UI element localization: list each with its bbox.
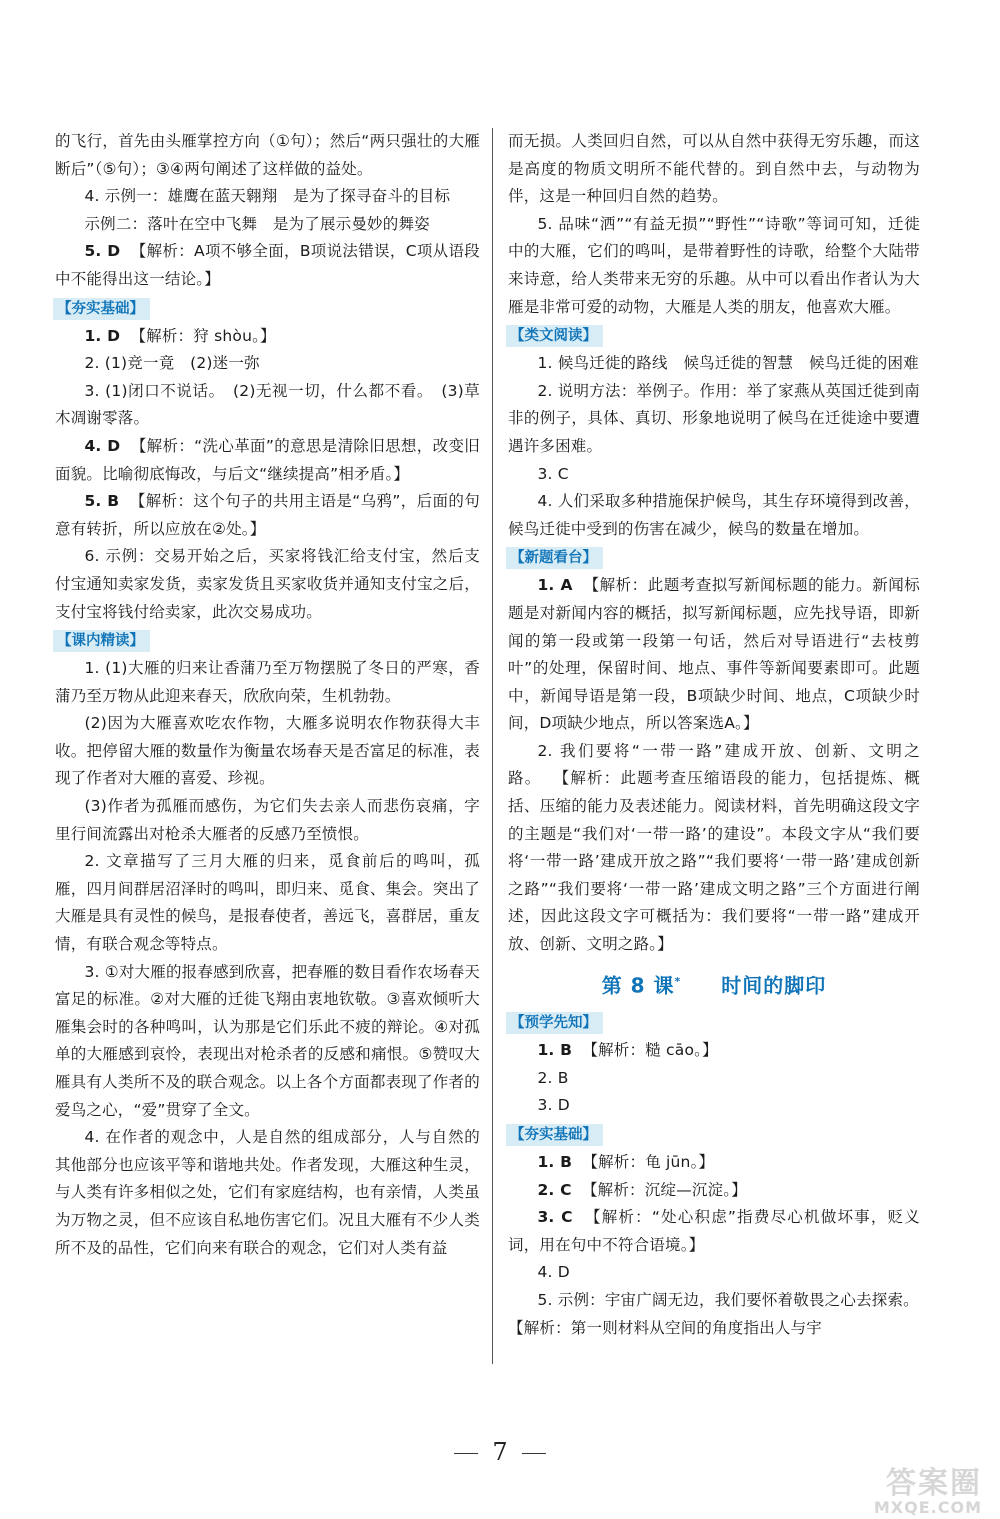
answer-key: 1. A [537, 576, 573, 595]
section-label: 【预学先知】 [506, 1012, 603, 1034]
section-label: 【新题看台】 [506, 547, 603, 569]
answer-key: 1. D [84, 326, 121, 345]
page-number-value: 7 [492, 1438, 508, 1466]
answer-1-3: (3)作者为孤雁而感伤，为它们失去亲人而悲伤哀痛，字里行间流露出对枪杀大雁者的反感乃至愤恨。 [55, 797, 480, 843]
paragraph: 的飞行，首先由头雁掌控方向（①句）；然后“两只强壮的大雁断后”（⑤句）；③④两句阐述了这样做的益处。 [55, 132, 480, 178]
answer-4: 4. 人们采取多种措施保护候鸟，其生存环境得到改善，候鸟迁徙中受到的伤害在减少，候鸟的数量在增加。 [508, 492, 920, 538]
answer-3: 3. ①对大雁的报春感到欣喜，把春雁的数目看作农场春天富足的标准。②对大雁的迁徙飞翔由衷地钦敬。③喜欢倾听大雁集会时的各种鸣叫，认为那是它们乐此不疲的辩论。④对孤单的大雁感到哀怜，表现出对枪杀者的反感和痛恨。⑤赞叹大雁具有人类所不及的联合观念。以上各个方面都表现了作者的爱鸟之心，“爱”贯穿了全文。 [55, 962, 480, 1119]
answer-2: 2. 说明方法：举例子。作用：举了家燕从英国迁徙到南非的例子，具体、真切、形象地说明了候鸟在迁徙途中要遭遇许多困难。 [508, 381, 920, 455]
section-header [55, 294, 480, 323]
explanation: 【解析：“洗心革面”的意思是清除旧思想，改变旧面貌。比喻彻底悔改，与后文“继续提高”相矛盾。】 [55, 436, 480, 483]
section-label: 【夯实基础】 [53, 298, 150, 320]
explanation: 【解析：狩 shòu。】 [130, 326, 276, 345]
explanation: 【解析：此题考查拟写新闻标题的能力。新闻标题是对新闻内容的概括，拟写新闻标题，应先找导语，即新闻的第一段或第一段第一句话，然后对导语进行“去枝剪叶”的处理，保留时间、地点、事件等新闻要素即可。此题中，新闻导语是第一段，B项缺少时间、地点，C项缺少时间，D项缺少地点，所以答案选A。】 [508, 576, 920, 733]
explanation: 【解析：A项不够全面，B项说法错误，C项从语段中不能得出这一结论。】 [55, 242, 480, 288]
lesson-mark: * [674, 974, 682, 988]
answer-3: 3. (1)闭口不说话。 (2)无视一切，什么都不看。 (3)草木凋谢零落。 [55, 381, 480, 428]
answer-1 [508, 572, 920, 738]
paragraph: 而无损。人类回归自然，可以从自然中获得无穷乐趣，而这是高度的物质文明所不能代替的。到自然中去，与动物为伴，这是一种回归自然的趋势。 [508, 132, 920, 206]
answer-4-example-2: 示例二：落叶在空中飞舞 是为了展示曼妙的舞姿 [84, 214, 430, 233]
answer-2: 2. (1)竞一竟 (2)迷一弥 [84, 354, 260, 373]
answer-key: 2. C [537, 1180, 572, 1199]
explanation: 【解析：糙 cāo。】 [582, 1041, 718, 1060]
section-header [508, 321, 920, 350]
lesson-name: 时间的脚印 [721, 973, 827, 998]
answer-6: 6. 示例：交易开始之后，买家将钱汇给支付宝，然后支付宝通知卖家发货，卖家发货且买家收货并通知支付宝之后，支付宝将钱付给卖家，此次交易成功。 [55, 547, 480, 621]
section-header [508, 1120, 920, 1149]
explanation: 【解析：第一则材料从空间的角度指出人与宇 [508, 1318, 823, 1337]
section-label: 【课内精读】 [53, 630, 150, 652]
watermark-logo [832, 1468, 982, 1516]
section-label: 【夯实基础】 [506, 1124, 603, 1146]
answer-key: 4. D [84, 436, 121, 455]
column-divider [492, 128, 493, 1364]
section-header [508, 1008, 920, 1037]
watermark-line-1: 答案圈 [886, 1466, 982, 1501]
answer-4: 4. 示例一：雄鹰在蓝天翱翔 是为了探寻奋斗的目标 [84, 187, 451, 206]
lesson-title [508, 965, 920, 1003]
lesson-number: 第 8 课 [601, 973, 675, 998]
answer-text: 2. 我们要将“一带一路”建成开放、创新、文明之路。 [508, 741, 920, 788]
answer-1 [508, 1037, 920, 1065]
answer-1: 1. 候鸟迁徙的路线 候鸟迁徙的智慧 候鸟迁徙的困难 [537, 354, 919, 373]
right-column [508, 128, 920, 1342]
answer-key: 3. C [537, 1208, 573, 1227]
answer-4 [55, 433, 480, 488]
answer-key: 5. D [84, 242, 121, 261]
explanation: 【解析：“处心积虑”指费尽心机做坏事，贬义词，用在句中不符合语境。】 [508, 1208, 920, 1254]
answer-1 [55, 323, 480, 351]
answer-1-2: (2)因为大雁喜欢吃农作物，大雁多说明农作物获得大丰收。把停留大雁的数量作为衡量农场春天是否富足的标准，表现了作者对大雁的喜爱、珍视。 [55, 714, 480, 788]
answer-3: 3. C [537, 464, 569, 483]
answer-key: 5. B [84, 492, 120, 511]
section-header [508, 543, 920, 572]
answer-5: 5. 品味“洒”“有益无损”“野性”“诗歌”等词可知，迁徙中的大雁，它们的鸣叫，是带着野性的诗歌，给整个大陆带来诗意，给人类带来无穷的乐趣。从中可以看出作者认为大雁是非常可爱的动物，大雁是人类的朋友，他喜欢大雁。 [508, 214, 920, 316]
left-column [55, 128, 480, 1262]
answer-key: 1. B [537, 1041, 573, 1060]
answer-1-1: 1. (1)大雁的归来让香蒲乃至万物摆脱了冬日的严寒，香蒲乃至万物从此迎来春天，欣欣向荣，生机勃勃。 [55, 659, 480, 705]
answer-3 [508, 1204, 920, 1259]
answer-1 [508, 1149, 920, 1177]
answer-5 [55, 238, 480, 293]
answer-3: 3. D [537, 1096, 570, 1115]
answer-2: 2. B [537, 1068, 569, 1087]
answer-4: 4. D [537, 1263, 570, 1282]
answer-key: 1. B [537, 1153, 573, 1172]
answer-5 [55, 488, 480, 543]
section-header [55, 626, 480, 655]
answer-2 [508, 738, 920, 959]
answer-2 [508, 1177, 920, 1205]
watermark-line-2: MXQE.COM [873, 1498, 982, 1517]
explanation: 【解析：沉绽—沉淀。】 [581, 1180, 747, 1199]
explanation: 【解析：这个句子的共用主语是“乌鸦”，后面的句意有转折，所以应放在②处。】 [55, 492, 480, 538]
explanation: 【解析：龟 jūn。】 [582, 1153, 715, 1172]
page-number [0, 1438, 1000, 1466]
answer-2: 2. 文章描写了三月大雁的归来，觅食前后的鸣叫，孤雁，四月间群居沼泽时的鸣叫，即归来、觅食、集会。突出了大雁是具有灵性的候鸟，是报春使者，善远飞，喜群居，重友情，有联合观念等特点。 [55, 852, 480, 954]
section-label: 【类文阅读】 [506, 325, 603, 347]
answer-5: 5. 示例：宇宙广阔无边，我们要怀着敬畏之心去探索。 [537, 1291, 919, 1310]
answer-4: 4. 在作者的观念中，人是自然的组成部分，人与自然的其他部分也应该平等和谐地共处。作者发现，大雁这种生灵，与人类有许多相似之处，它们有家庭结构，也有亲情，人类虽为万物之灵，但不应该自私地伤害它们。况且大雁有不少人类所不及的品性，它们向来有联合的观念，它们对人类有益 [55, 1128, 480, 1257]
explanation: 【解析：此题考查压缩语段的能力，包括提炼、概括、压缩的能力及表述能力。阅读材料，首先明确这段文字的主题是“我们对‘一带一路’的建设”。本段文字从“我们要将‘一带一路’建成开放之路”“我们要将‘一带一路’建成创新之路”“我们要将‘一带一路’建成文明之路”三个方面进行阐述，因此这段文字可概括为：我们要将“一带一路”建成开放、创新、文明之路。】 [508, 769, 920, 954]
